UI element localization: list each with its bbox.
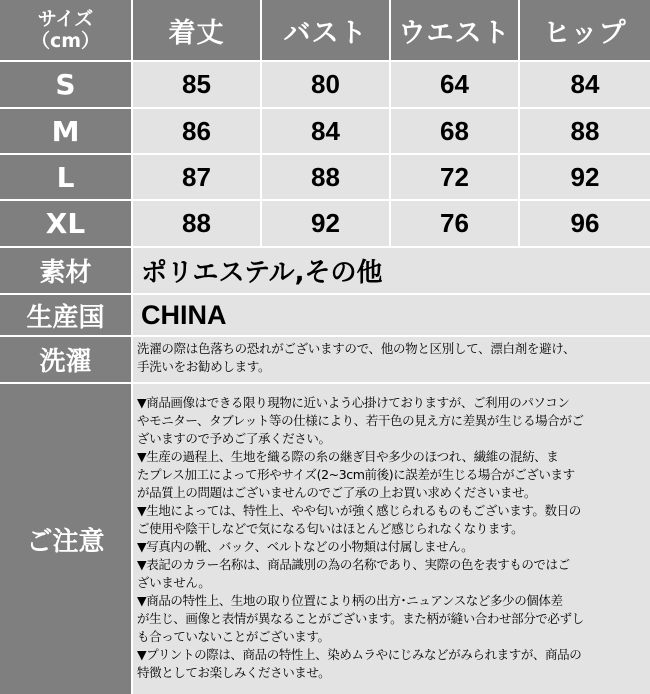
washing-line: 洗濯の際は色落ちの恐れがございますので、他の物と区別して、漂白剤を避け、 bbox=[137, 341, 576, 356]
size-value-cell: 88 bbox=[520, 109, 650, 153]
caution-label: ご注意 bbox=[0, 384, 131, 694]
washing-text bbox=[133, 337, 650, 382]
size-value-cell: 84 bbox=[520, 62, 650, 107]
material-label: 素材 bbox=[0, 248, 131, 293]
caution-line: も合っていないことがございます。 bbox=[137, 629, 330, 644]
size-value-cell: 87 bbox=[133, 155, 260, 199]
size-value-cell: 80 bbox=[262, 62, 389, 107]
size-value-cell: 85 bbox=[133, 62, 260, 107]
row-header-size: S bbox=[0, 62, 131, 107]
size-value-cell: 88 bbox=[133, 201, 260, 246]
caution-line: やモニター、タブレット等の仕様により、若干色の見え方に差異が生じる場合がご bbox=[137, 413, 584, 428]
size-value-cell: 92 bbox=[520, 155, 650, 199]
caution-line: ご使用や陰干しなどで気になる匂いはほとんど感じられなくなります。 bbox=[137, 521, 524, 536]
size-corner-header bbox=[0, 0, 131, 60]
row-header-size: XL bbox=[0, 201, 131, 246]
caution-line: が生じ、画像と表情が異なることがございます。また柄が縫い合わせ部分で必ずし bbox=[137, 611, 584, 626]
washing-label: 洗濯 bbox=[0, 337, 131, 382]
row-header-size: M bbox=[0, 109, 131, 153]
size-value-cell: 72 bbox=[391, 155, 518, 199]
caution-line: ▼生産の過程上、生地を織る際の糸の継ぎ目や多少のほつれ、繊維の混紡、ま bbox=[137, 449, 559, 464]
caution-line: ざいますので予めご了承ください。 bbox=[137, 431, 331, 446]
caution-line: ざいません。 bbox=[137, 575, 211, 590]
size-corner-title: サイズ bbox=[37, 8, 94, 30]
material-value: ポリエステル,その他 bbox=[133, 248, 650, 293]
caution-line: ▼商品画像はできる限り現物に近いよう心掛けておりますが、ご利用のパソコン bbox=[137, 395, 570, 410]
column-header-length: 着丈 bbox=[133, 0, 260, 60]
caution-line: 特徴としてお楽しみくださいませ。 bbox=[137, 665, 331, 680]
size-value-cell: 64 bbox=[391, 62, 518, 107]
caution-line: ▼プリントの際は、商品の特性上、染めムラやにじみなどがみられますが、商品の bbox=[137, 647, 582, 662]
origin-label: 生産国 bbox=[0, 295, 131, 335]
size-value-cell: 88 bbox=[262, 155, 389, 199]
caution-line: ▼写真内の靴、バック、ベルトなどの小物類は付属しません。 bbox=[137, 539, 474, 554]
caution-line: ▼商品の特性上、生地の取り位置により柄の出方･ニュアンスなど多少の個体差 bbox=[137, 593, 563, 608]
caution-line: ▼生地によっては、特性上、やや匂いが強く感じられるものもございます。数日の bbox=[137, 503, 581, 518]
column-header-bust: バスト bbox=[262, 0, 389, 60]
size-corner-unit: （cm） bbox=[30, 30, 101, 52]
size-value-cell: 84 bbox=[262, 109, 389, 153]
column-header-waist: ウエスト bbox=[391, 0, 518, 60]
origin-value: CHINA bbox=[133, 295, 650, 335]
row-header-size: L bbox=[0, 155, 131, 199]
column-header-hip: ヒップ bbox=[520, 0, 650, 60]
washing-line: 手洗いをお勧めします。 bbox=[137, 359, 271, 374]
caution-line: たプレス加工によって形やサイズ(2~3cm前後)に誤差が生じる場合がございます bbox=[137, 467, 575, 482]
size-value-cell: 76 bbox=[391, 201, 518, 246]
size-value-cell: 92 bbox=[262, 201, 389, 246]
size-value-cell: 68 bbox=[391, 109, 518, 153]
caution-line: が品質上の問題はございませんのでご了承の上お買い求めくださいませ。 bbox=[137, 485, 536, 500]
size-value-cell: 96 bbox=[520, 201, 650, 246]
caution-line: ▼表記のカラー名称は、商品識別の為の名称であり、実際の色を表すものではご bbox=[137, 557, 570, 572]
size-value-cell: 86 bbox=[133, 109, 260, 153]
caution-text bbox=[133, 384, 650, 694]
